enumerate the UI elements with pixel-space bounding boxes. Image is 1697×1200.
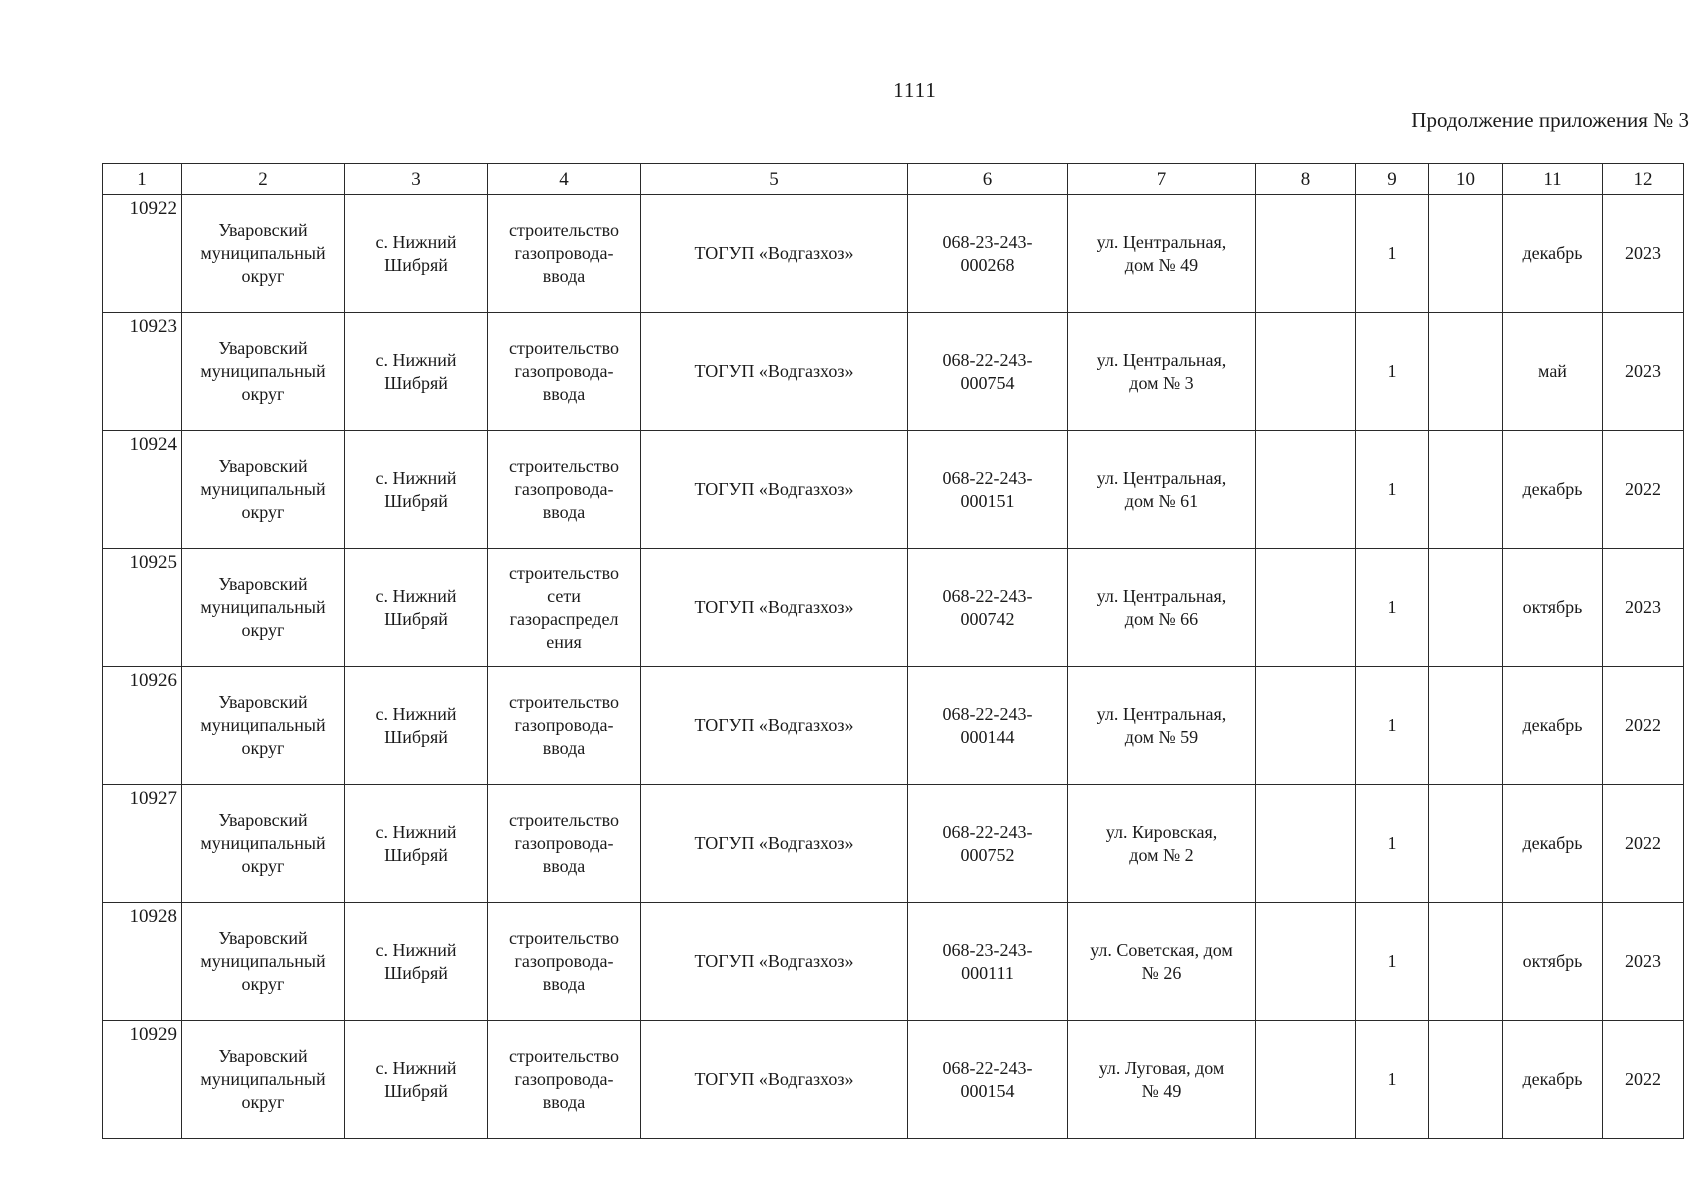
object-code-cell [908,313,1068,431]
column-header-8: 8 [1256,164,1356,195]
object-code-cell-line: 068-22-243- [942,703,1033,724]
organization-cell: ТОГУП «Водгазхоз» [641,785,908,903]
work-type-cell-line: строительство [509,1046,619,1066]
locality-cell [345,431,488,549]
district-cell-line: муниципальный [200,243,326,263]
table-row [103,313,1684,431]
address-cell [1068,1021,1256,1139]
district-cell-line: муниципальный [200,951,326,971]
work-type-cell-line: ввода [542,738,586,758]
address-cell [1068,549,1256,667]
object-code-cell-line: 000268 [960,254,1015,275]
object-code-cell-line: 068-22-243- [942,349,1033,370]
district-cell-line: Уваровский [218,220,308,240]
work-type-cell [488,549,641,667]
table-row [103,431,1684,549]
quantity-cell: 1 [1356,903,1429,1021]
address-cell-line: ул. Центральная, [1096,467,1227,488]
work-type-cell-line: ввода [542,384,586,404]
address-cell [1068,431,1256,549]
table-row [103,785,1684,903]
year-cell: 2022 [1603,1021,1684,1139]
annex-caption: Продолжение приложения № 3 [1411,108,1689,132]
locality-cell-line: Шибряй [384,726,448,747]
month-cell: октябрь [1503,549,1603,667]
address-cell-line: дом № 66 [1124,608,1199,629]
address-cell-line: дом № 61 [1124,490,1199,511]
district-cell [182,667,345,785]
work-type-cell-line: газопровода- [514,951,614,971]
address-cell [1068,667,1256,785]
month-cell: декабрь [1503,431,1603,549]
column-header-7: 7 [1068,164,1256,195]
column-header-5: 5 [641,164,908,195]
district-cell-line: муниципальный [200,479,326,499]
locality-cell [345,785,488,903]
work-type-cell-line: ввода [542,266,586,286]
object-code-cell-line: 000111 [961,962,1014,983]
district-cell-line: муниципальный [200,597,326,617]
table-body [103,195,1684,1139]
locality-cell-line: с. Нижний [375,349,457,370]
column-header-3: 3 [345,164,488,195]
district-cell [182,1021,345,1139]
quantity-cell: 1 [1356,195,1429,313]
district-cell-line: муниципальный [200,361,326,381]
work-type-cell-line: газопровода- [514,361,614,381]
locality-cell-line: Шибряй [384,1080,448,1101]
table-row [103,195,1684,313]
work-type-cell-line: строительство [509,692,619,712]
month-cell: декабрь [1503,195,1603,313]
locality-cell-line: Шибряй [384,844,448,865]
locality-cell-line: с. Нижний [375,467,457,488]
locality-cell [345,195,488,313]
district-cell [182,431,345,549]
district-cell-line: округ [241,1092,285,1112]
object-code-cell [908,903,1068,1021]
district-cell-line: Уваровский [218,574,308,594]
object-code-cell [908,1021,1068,1139]
object-code-cell-line: 000754 [960,372,1015,393]
locality-cell [345,549,488,667]
address-cell-line: дом № 59 [1124,726,1199,747]
work-type-cell-line: газопровода- [514,479,614,499]
year-cell: 2023 [1603,903,1684,1021]
row-number-cell: 10925 [103,549,182,667]
column-header-12: 12 [1603,164,1684,195]
row-number-cell: 10924 [103,431,182,549]
locality-cell [345,667,488,785]
work-type-cell-line: газопровода- [514,833,614,853]
column-8-cell [1256,549,1356,667]
column-10-cell [1429,1021,1503,1139]
month-cell: декабрь [1503,785,1603,903]
object-code-cell-line: 068-22-243- [942,585,1033,606]
year-cell: 2023 [1603,313,1684,431]
locality-cell-line: с. Нижний [375,585,457,606]
district-cell-line: муниципальный [200,833,326,853]
locality-cell [345,903,488,1021]
district-cell-line: округ [241,974,285,994]
column-header-6: 6 [908,164,1068,195]
work-type-cell-line: сети [547,585,581,606]
column-10-cell [1429,785,1503,903]
column-8-cell [1256,195,1356,313]
object-code-cell-line: 068-22-243- [942,1057,1033,1078]
district-cell-line: Уваровский [218,692,308,712]
organization-cell: ТОГУП «Водгазхоз» [641,667,908,785]
work-type-cell-line: строительство [509,810,619,830]
district-cell-line: Уваровский [218,810,308,830]
work-type-cell [488,785,641,903]
column-10-cell [1429,903,1503,1021]
organization-cell: ТОГУП «Водгазхоз» [641,313,908,431]
address-cell-line: ул. Кировская, [1105,821,1218,842]
column-10-cell [1429,313,1503,431]
object-code-cell-line: 000752 [960,844,1015,865]
organization-cell: ТОГУП «Водгазхоз» [641,1021,908,1139]
organization-cell: ТОГУП «Водгазхоз» [641,903,908,1021]
address-cell [1068,195,1256,313]
object-code-cell-line: 000151 [960,490,1015,511]
object-code-cell-line: 068-23-243- [942,231,1033,252]
column-8-cell [1256,313,1356,431]
table-row [103,1021,1684,1139]
district-cell [182,785,345,903]
object-code-cell [908,195,1068,313]
column-8-cell [1256,667,1356,785]
work-type-cell-line: ввода [542,502,586,522]
locality-cell-line: с. Нижний [375,939,457,960]
address-cell-line: ул. Луговая, дом [1098,1057,1225,1078]
locality-cell-line: Шибряй [384,608,448,629]
year-cell: 2023 [1603,195,1684,313]
district-cell-line: округ [241,502,285,522]
organization-cell: ТОГУП «Водгазхоз» [641,549,908,667]
work-type-cell [488,903,641,1021]
district-cell-line: округ [241,620,285,640]
month-cell: май [1503,313,1603,431]
locality-cell-line: Шибряй [384,372,448,393]
month-cell: декабрь [1503,667,1603,785]
work-type-cell-line: газопровода- [514,1069,614,1089]
locality-cell [345,1021,488,1139]
year-cell: 2022 [1603,431,1684,549]
quantity-cell: 1 [1356,667,1429,785]
column-8-cell [1256,1021,1356,1139]
row-number-cell: 10929 [103,1021,182,1139]
address-cell-line: ул. Центральная, [1096,703,1227,724]
object-code-cell-line: 000742 [960,608,1015,629]
work-type-cell [488,1021,641,1139]
address-cell-line: ул. Центральная, [1096,349,1227,370]
district-cell-line: Уваровский [218,456,308,476]
address-cell [1068,785,1256,903]
work-type-cell-line: ввода [542,1092,586,1112]
district-cell [182,903,345,1021]
district-cell [182,549,345,667]
address-cell-line: № 26 [1141,962,1182,983]
column-8-cell [1256,785,1356,903]
object-code-cell-line: 068-22-243- [942,467,1033,488]
district-cell-line: Уваровский [218,1046,308,1066]
locality-cell-line: с. Нижний [375,231,457,252]
row-number-cell: 10922 [103,195,182,313]
district-cell [182,195,345,313]
address-cell-line: дом № 49 [1124,254,1199,275]
row-number-cell: 10923 [103,313,182,431]
object-code-cell [908,667,1068,785]
month-cell: декабрь [1503,1021,1603,1139]
page-number: 1111 [893,78,937,102]
organization-cell: ТОГУП «Водгазхоз» [641,195,908,313]
table-row [103,667,1684,785]
district-cell-line: муниципальный [200,1069,326,1089]
column-8-cell [1256,903,1356,1021]
locality-cell-line: Шибряй [384,962,448,983]
district-cell-line: муниципальный [200,715,326,735]
work-type-cell-line: ввода [542,856,586,876]
object-code-cell [908,785,1068,903]
work-type-cell [488,313,641,431]
work-type-cell-line: ввода [542,974,586,994]
registry-table [102,163,1684,1139]
column-10-cell [1429,431,1503,549]
work-type-cell-line: строительство [509,338,619,358]
table-row [103,549,1684,667]
district-cell-line: округ [241,738,285,758]
district-cell [182,313,345,431]
locality-cell [345,313,488,431]
district-cell-line: Уваровский [218,338,308,358]
month-cell: октябрь [1503,903,1603,1021]
quantity-cell: 1 [1356,1021,1429,1139]
row-number-cell: 10926 [103,667,182,785]
work-type-cell-line: газопровода- [514,715,614,735]
column-header-1: 1 [103,164,182,195]
object-code-cell [908,549,1068,667]
work-type-cell [488,431,641,549]
work-type-cell-line: ения [546,631,582,652]
column-header-4: 4 [488,164,641,195]
address-cell [1068,313,1256,431]
quantity-cell: 1 [1356,549,1429,667]
work-type-cell-line: газопровода- [514,243,614,263]
locality-cell-line: с. Нижний [375,1057,457,1078]
object-code-cell-line: 000144 [960,726,1015,747]
row-number-cell: 10927 [103,785,182,903]
object-code-cell-line: 068-23-243- [942,939,1033,960]
column-header-2: 2 [182,164,345,195]
locality-cell-line: с. Нижний [375,821,457,842]
column-number-row [103,164,1684,195]
address-cell-line: дом № 2 [1129,844,1194,865]
column-header-9: 9 [1356,164,1429,195]
column-10-cell [1429,195,1503,313]
row-number-cell: 10928 [103,903,182,1021]
column-header-11: 11 [1503,164,1603,195]
year-cell: 2022 [1603,667,1684,785]
address-cell-line: ул. Центральная, [1096,231,1227,252]
object-code-cell-line: 068-22-243- [942,821,1033,842]
work-type-cell [488,667,641,785]
locality-cell-line: Шибряй [384,490,448,511]
quantity-cell: 1 [1356,785,1429,903]
column-8-cell [1256,431,1356,549]
district-cell-line: Уваровский [218,928,308,948]
work-type-cell-line: строительство [509,456,619,476]
object-code-cell-line: 000154 [960,1080,1015,1101]
district-cell-line: округ [241,266,285,286]
object-code-cell [908,431,1068,549]
work-type-cell [488,195,641,313]
district-cell-line: округ [241,856,285,876]
address-cell-line: ул. Центральная, [1096,585,1227,606]
locality-cell-line: Шибряй [384,254,448,275]
work-type-cell-line: газораспредел [509,608,619,629]
quantity-cell: 1 [1356,431,1429,549]
locality-cell-line: с. Нижний [375,703,457,724]
address-cell-line: № 49 [1141,1080,1182,1101]
year-cell: 2023 [1603,549,1684,667]
column-header-10: 10 [1429,164,1503,195]
district-cell-line: округ [241,384,285,404]
column-10-cell [1429,667,1503,785]
column-10-cell [1429,549,1503,667]
table-row [103,903,1684,1021]
work-type-cell-line: строительство [509,928,619,948]
work-type-cell-line: строительство [509,562,619,583]
year-cell: 2022 [1603,785,1684,903]
quantity-cell: 1 [1356,313,1429,431]
work-type-cell-line: строительство [509,220,619,240]
organization-cell: ТОГУП «Водгазхоз» [641,431,908,549]
address-cell-line: дом № 3 [1129,372,1194,393]
address-cell [1068,903,1256,1021]
address-cell-line: ул. Советская, дом [1090,939,1233,960]
